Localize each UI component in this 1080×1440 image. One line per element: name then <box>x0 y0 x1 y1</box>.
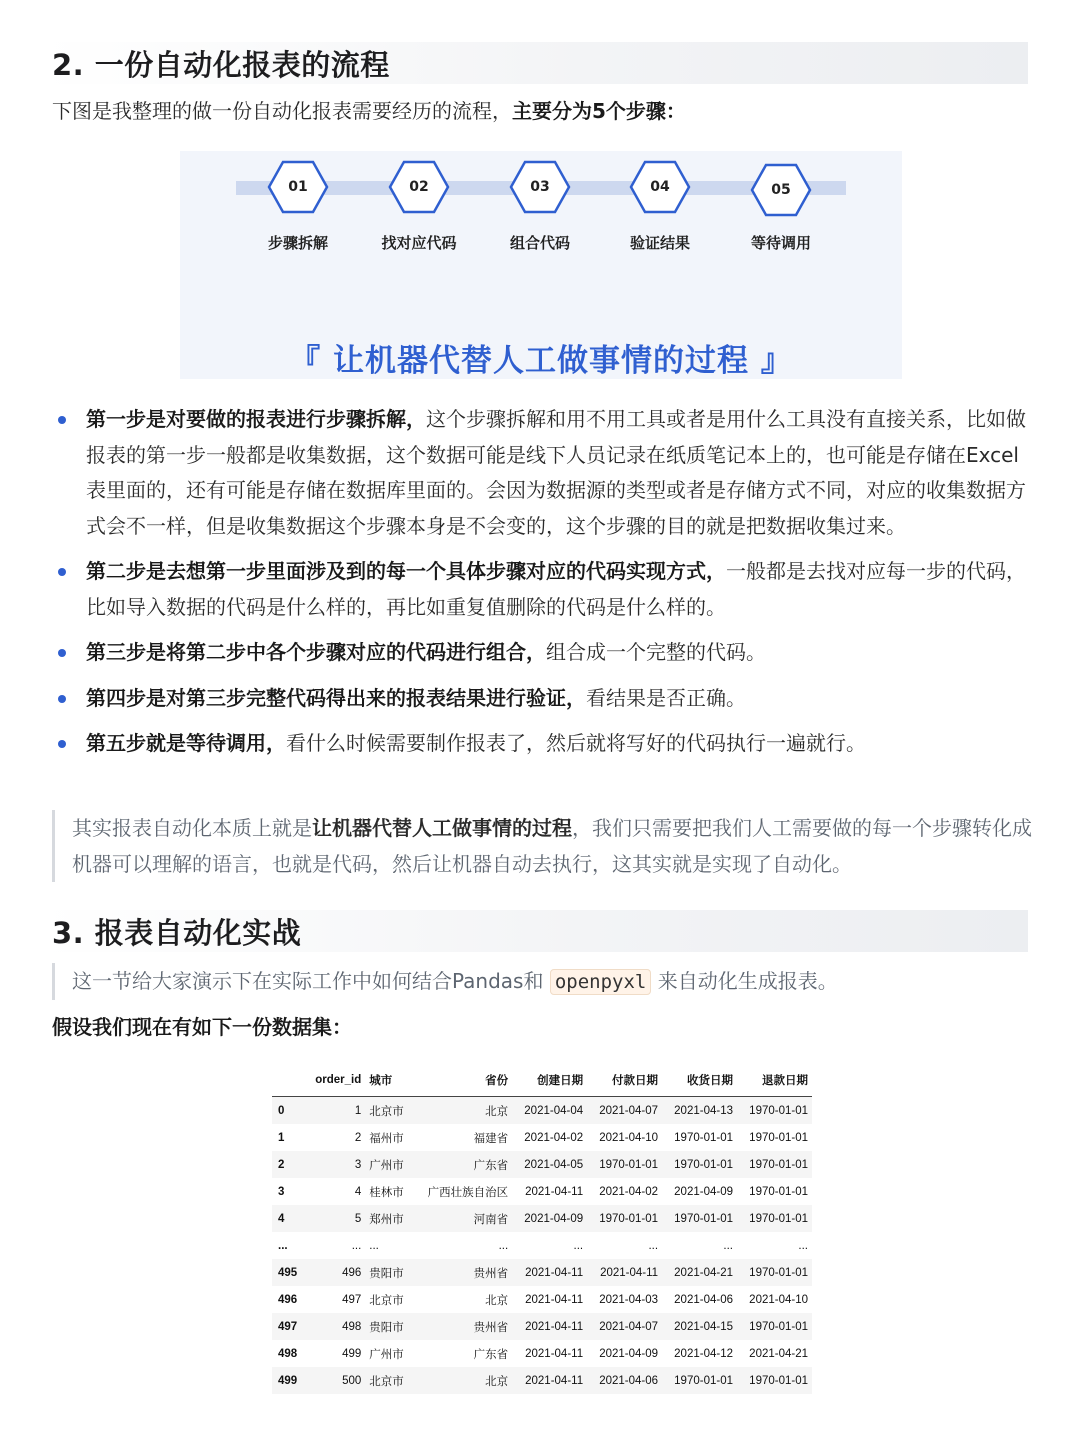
table-cell: 2021-04-10 <box>599 1131 659 1144</box>
table-cell: 2021-04-15 <box>674 1320 733 1333</box>
table-cell: 2021-04-11 <box>525 1347 584 1360</box>
table-cell: ... <box>723 1239 733 1252</box>
table-cell: 497 <box>342 1293 362 1306</box>
dataset-title-text: 假设我们现在有如下一份数据集： <box>52 1015 352 1039</box>
table-cell: 2021-04-02 <box>599 1185 659 1198</box>
table-cell: 福建省 <box>473 1132 509 1145</box>
quote-text-after: 来自动化生成报表。 <box>651 969 838 993</box>
table-row <box>272 1205 812 1232</box>
table-cell: 497 <box>278 1320 298 1333</box>
step-hexagon-icon <box>629 160 691 214</box>
list-item <box>52 681 1037 717</box>
table-header-cell: 创建日期 <box>537 1074 584 1087</box>
quote-text-before: 其实报表自动化本质上就是 <box>72 816 312 840</box>
table-cell: 2021-04-10 <box>749 1293 808 1306</box>
table-row <box>272 1097 812 1125</box>
intro-paragraph <box>52 94 686 129</box>
section-heading-3-text: 3. 报表自动化实战 <box>52 916 302 950</box>
table-cell: 2021-04-13 <box>674 1104 733 1117</box>
table-cell: 广西壮族自治区 <box>427 1186 509 1199</box>
list-item-text: 组合成一个完整的代码。 <box>546 640 766 664</box>
table-row <box>272 1340 812 1367</box>
table-cell: 1970-01-01 <box>749 1185 808 1198</box>
table-cell: 1970-01-01 <box>674 1212 733 1225</box>
table-header-cell: 收货日期 <box>686 1074 733 1087</box>
table-cell: ... <box>798 1239 808 1252</box>
step-number: 03 <box>530 179 550 195</box>
intro-text: 下图是我整理的做一份自动化报表需要经历的流程， <box>52 99 512 123</box>
table-row <box>272 1232 812 1259</box>
table-cell: 北京 <box>485 1105 509 1118</box>
table-cell: 1970-01-01 <box>599 1158 659 1171</box>
step-number: 04 <box>650 179 670 195</box>
bullet-dot-icon <box>58 695 66 703</box>
table-header-cell: 退款日期 <box>762 1074 808 1087</box>
table-row <box>272 1286 812 1313</box>
table-row <box>272 1367 812 1394</box>
table-cell: 1970-01-01 <box>599 1212 659 1225</box>
list-item <box>52 726 1037 762</box>
section3-quote <box>52 963 1037 1000</box>
table-cell: 2021-04-11 <box>525 1293 584 1306</box>
table-cell: 2021-04-09 <box>674 1185 733 1198</box>
table-cell: 1970-01-01 <box>749 1374 808 1387</box>
table-cell: 北京市 <box>369 1105 404 1118</box>
table-cell: 2021-04-11 <box>525 1266 584 1279</box>
table-cell: 2021-04-21 <box>749 1347 808 1360</box>
table-cell: 2021-04-09 <box>599 1347 659 1360</box>
list-item-bold: 第一步是对要做的报表进行步骤拆解， <box>86 407 426 431</box>
table-header-row <box>272 1063 812 1097</box>
table-cell: 1 <box>354 1104 362 1117</box>
step-hexagon-icon <box>509 160 571 214</box>
table-cell: 广东省 <box>473 1159 509 1172</box>
table-cell: 498 <box>342 1320 362 1333</box>
quote-text-before: 这一节给大家演示下在实际工作中如何结合Pandas和 <box>72 969 550 993</box>
list-item <box>52 635 1037 671</box>
table-cell: 498 <box>278 1347 298 1360</box>
quote-bold-text: 让机器代替人工做事情的过程 <box>312 816 572 840</box>
table-cell: 5 <box>354 1212 362 1225</box>
list-item-bold: 第三步是将第二步中各个步骤对应的代码进行组合， <box>86 640 546 664</box>
table-cell: 河南省 <box>473 1213 509 1226</box>
table-header-cell: 省份 <box>485 1074 509 1087</box>
table-header-cell: 付款日期 <box>612 1074 659 1087</box>
table-cell: 桂林市 <box>369 1186 404 1199</box>
list-item-text: 一般都是去找对应每一步的代码，比如导入数据的代码是什么样的，再比如重复值删除的代码是什么样的。 <box>86 559 1026 619</box>
table-cell: 1970-01-01 <box>674 1158 733 1171</box>
table-cell: 贵阳市 <box>369 1321 404 1334</box>
section-heading-3 <box>42 910 1028 952</box>
table-cell: 499 <box>342 1347 362 1360</box>
table-header-cell: 城市 <box>369 1074 393 1087</box>
table-cell: ... <box>573 1239 584 1252</box>
table-cell: 2021-04-09 <box>524 1212 584 1225</box>
inline-code: openpyxl <box>550 969 652 995</box>
table-cell: 495 <box>278 1266 298 1279</box>
table-cell: ... <box>498 1239 509 1252</box>
step-hexagon-icon <box>750 163 812 217</box>
table-cell: 2021-04-04 <box>524 1104 584 1117</box>
table-row <box>272 1259 812 1286</box>
table-cell: ... <box>278 1239 288 1252</box>
list-item-bold: 第四步是对第三步完整代码得出来的报表结果进行验证， <box>86 685 586 710</box>
table-cell: 2021-04-07 <box>599 1320 659 1333</box>
bullet-dot-icon <box>58 416 66 424</box>
dataset-title <box>52 1010 352 1045</box>
list-item-text: 看结果是否正确。 <box>586 685 746 710</box>
list-item-bold: 第五步就是等待调用， <box>86 731 286 755</box>
step-number: 05 <box>771 182 791 198</box>
table-cell: 广东省 <box>473 1348 509 1361</box>
list-item <box>52 402 1037 544</box>
table-cell: 贵州省 <box>473 1267 509 1280</box>
table-header-cell: order_id <box>315 1073 362 1086</box>
process-figure <box>180 151 902 379</box>
table-cell: 1970-01-01 <box>674 1374 733 1387</box>
table-row <box>272 1124 812 1151</box>
table-row <box>272 1151 812 1178</box>
figure-banner: 『 让机器代替人工做事情的过程 』 <box>289 343 793 379</box>
quote-text-after: ，我们只需要把我们人工需要做的每一个步骤转化成机器可以理解的语言，也就是代码，然后让机器自动去执行，这其实就是实现了自动化。 <box>72 816 1032 876</box>
step-label: 验证结果 <box>629 234 690 252</box>
table-cell: 4 <box>354 1185 362 1198</box>
dataset-table <box>272 1063 812 1394</box>
table-cell: 2021-04-12 <box>674 1347 733 1360</box>
table-cell: 2021-04-11 <box>525 1185 584 1198</box>
table-cell: 北京市 <box>369 1375 404 1388</box>
step-label: 步骤拆解 <box>267 234 328 252</box>
table-cell: 广州市 <box>369 1348 404 1361</box>
list-item-text: 这个步骤拆解和用不用工具或者是用什么工具没有直接关系，比如做报表的第一步一般都是收集数据，这个数据可能是线下人员记录在纸质笔记本上的，也可能是存储在Excel表里面的，还有可能是存储在数据库里面的。会因为数据源的类型或者是存储方式不同，对应的收集数据方式会不一样，但是收集数据这个步骤本身是不会变的，这个步骤的目的就是把数据收集过来。 <box>86 407 1026 538</box>
bullet-dot-icon <box>58 568 66 576</box>
summary-quote <box>52 810 1037 882</box>
table-cell: 贵州省 <box>473 1321 509 1334</box>
table-cell: 2021-04-07 <box>599 1104 659 1117</box>
table-cell: 2021-04-11 <box>525 1320 584 1333</box>
step-label: 等待调用 <box>750 234 811 252</box>
table-cell: 2021-04-21 <box>674 1266 733 1279</box>
table-cell: 4 <box>278 1212 285 1225</box>
list-item-text: 看什么时候需要制作报表了，然后就将写好的代码执行一遍就行。 <box>286 731 866 755</box>
table-cell: 1970-01-01 <box>749 1320 808 1333</box>
bullet-dot-icon <box>58 649 66 657</box>
table-cell: ... <box>351 1239 362 1252</box>
table-cell: 郑州市 <box>369 1213 404 1226</box>
step-list <box>52 402 1037 762</box>
table-cell: 2 <box>278 1158 285 1171</box>
step-label: 组合代码 <box>509 234 570 252</box>
list-item-bold: 第二步是去想第一步里面涉及到的每一个具体步骤对应的代码实现方式， <box>86 559 726 583</box>
table-cell: 3 <box>354 1158 362 1171</box>
table-cell: 1970-01-01 <box>749 1212 808 1225</box>
table-cell: 2 <box>354 1131 362 1144</box>
table-cell: 496 <box>278 1293 298 1306</box>
table-cell: 2021-04-06 <box>599 1374 659 1387</box>
table-cell: 499 <box>278 1374 298 1387</box>
table-cell: 0 <box>278 1104 285 1117</box>
table-cell: 496 <box>342 1266 362 1279</box>
table-cell: 1970-01-01 <box>749 1104 808 1117</box>
table-cell: 1970-01-01 <box>749 1266 808 1279</box>
table-cell: 2021-04-06 <box>674 1293 733 1306</box>
table-cell: 2021-04-05 <box>524 1158 584 1171</box>
table-header-cell <box>272 1063 305 1097</box>
table-cell: 福州市 <box>369 1132 404 1145</box>
table-row <box>272 1313 812 1340</box>
table-cell: 2021-04-02 <box>524 1131 584 1144</box>
step-hexagon-icon <box>388 160 450 214</box>
table-cell: 广州市 <box>369 1159 404 1172</box>
table-cell: 2021-04-03 <box>599 1293 659 1306</box>
table-cell: ... <box>648 1239 659 1252</box>
table-cell: 2021-04-11 <box>600 1266 659 1279</box>
table-cell: 3 <box>278 1185 285 1198</box>
table-cell: 1970-01-01 <box>749 1158 808 1171</box>
table-cell: 1 <box>278 1131 285 1144</box>
table-cell: 1970-01-01 <box>749 1131 808 1144</box>
table-cell: 北京市 <box>369 1294 404 1307</box>
table-cell: 北京 <box>485 1375 509 1388</box>
table-cell: 2021-04-11 <box>525 1374 584 1387</box>
table-cell: 北京 <box>485 1294 509 1307</box>
list-item <box>52 554 1037 625</box>
table-cell: ... <box>369 1239 379 1252</box>
bullet-dot-icon <box>58 740 66 748</box>
section-heading-2 <box>42 42 1028 84</box>
table-cell: 贵阳市 <box>369 1267 404 1280</box>
step-number: 01 <box>288 179 308 195</box>
step-hexagon-icon <box>267 160 329 214</box>
table-cell: 1970-01-01 <box>674 1131 733 1144</box>
section-heading-2-text: 2. 一份自动化报表的流程 <box>52 48 390 82</box>
step-label: 找对应代码 <box>381 234 457 252</box>
table-row <box>272 1178 812 1205</box>
table-cell: 500 <box>342 1374 362 1387</box>
intro-bold-text: 主要分为5个步骤： <box>512 99 686 123</box>
step-number: 02 <box>409 179 429 195</box>
